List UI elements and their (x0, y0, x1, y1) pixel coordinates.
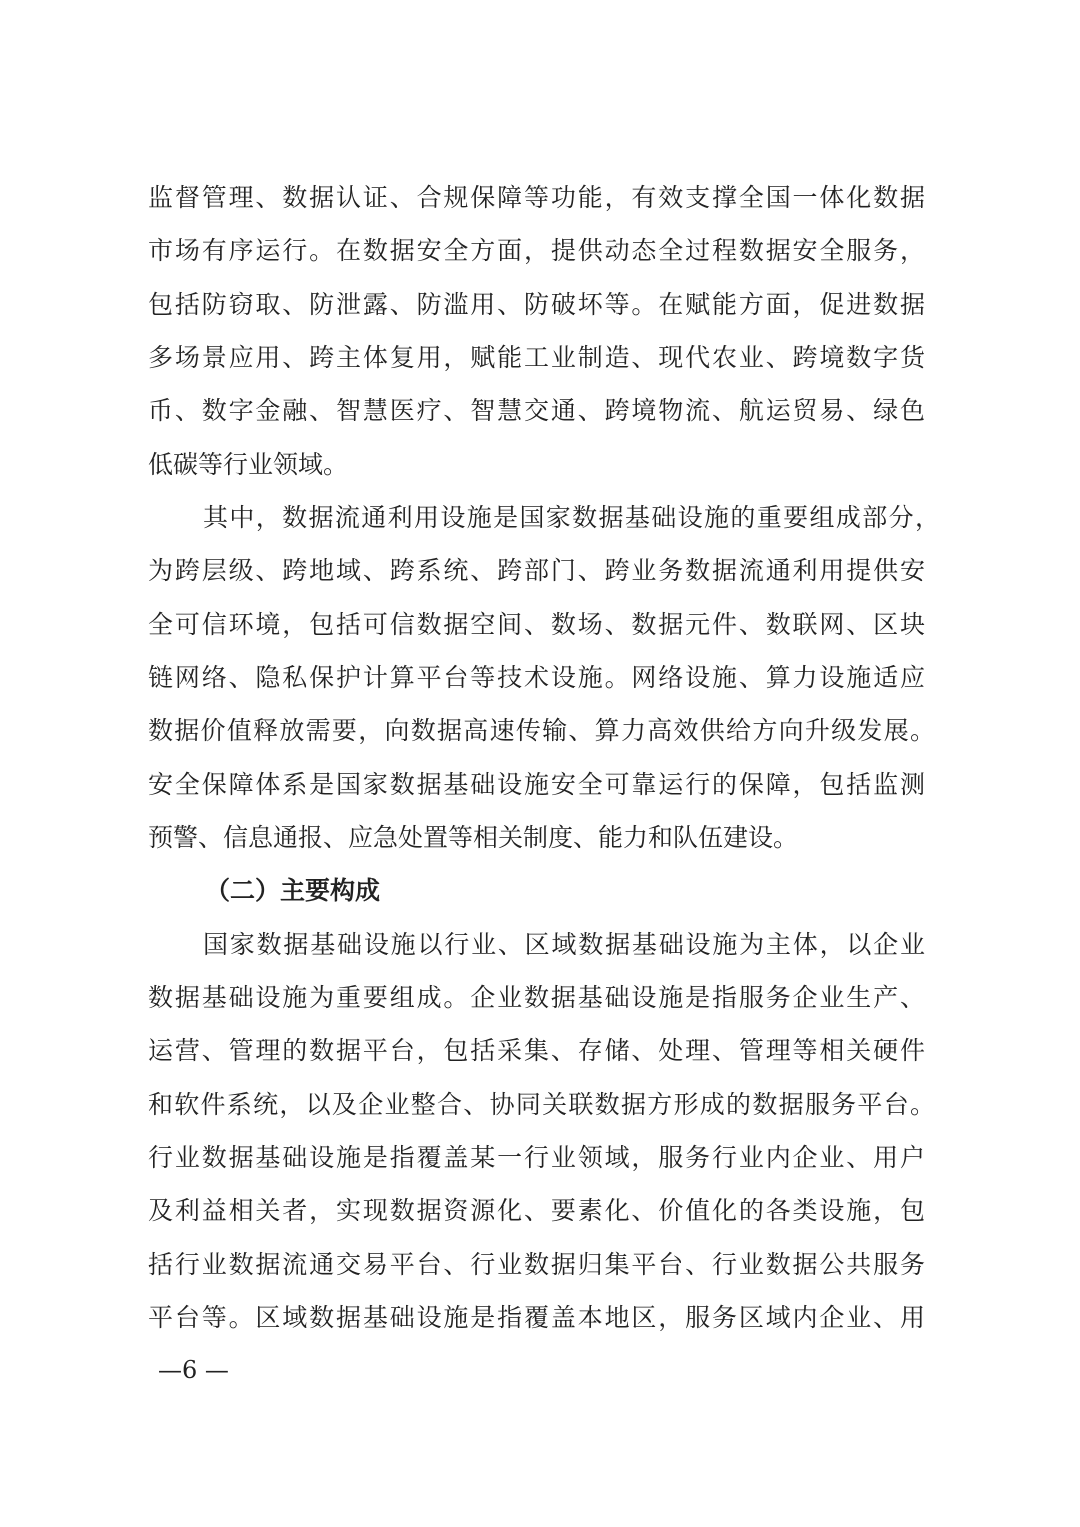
text-line: 数据价值释放需要，向数据高速传输、算力高效供给方向升级发展。 (148, 716, 935, 745)
text-line: 括行业数据流通交易平台、行业数据归集平台、行业数据公共服务 (148, 1250, 925, 1279)
text-line: 和软件系统，以及企业整合、协同关联数据方形成的数据服务平台。 (148, 1090, 935, 1119)
text-line: 包括防窃取、防泄露、防滥用、防破坏等。在赋能方面，促进数据 (148, 290, 925, 319)
text-line: 低碳等行业领域。 (148, 450, 349, 479)
page-number: —6 — (158, 1356, 229, 1384)
text-line: 市场有序运行。在数据安全方面，提供动态全过程数据安全服务， (148, 236, 925, 265)
text-line: 监督管理、数据认证、合规保障等功能，有效支撑全国一体化数据 (148, 183, 925, 212)
text-line: 多场景应用、跨主体复用，赋能工业制造、现代农业、跨境数字货 (148, 343, 925, 372)
text-line: 预警、信息通报、应急处置等相关制度、能力和队伍建设。 (148, 823, 799, 852)
text-line: 平台等。区域数据基础设施是指覆盖本地区，服务区域内企业、用 (148, 1303, 925, 1332)
text-line: 运营、管理的数据平台，包括采集、存储、处理、管理等相关硬件 (148, 1036, 925, 1065)
text-line: 数据基础设施为重要组成。企业数据基础设施是指服务企业生产、 (148, 983, 925, 1012)
text-line: 安全保障体系是国家数据基础设施安全可靠运行的保障，包括监测 (148, 770, 925, 799)
text-line: 行业数据基础设施是指覆盖某一行业领域，服务行业内企业、用户 (148, 1143, 925, 1172)
text-line: 全可信环境，包括可信数据空间、数场、数据元件、数联网、区块 (148, 610, 925, 639)
text-line: 其中，数据流通利用设施是国家数据基础设施的重要组成部分， (203, 503, 940, 532)
text-line: 为跨层级、跨地域、跨系统、跨部门、跨业务数据流通利用提供安 (148, 556, 925, 585)
section-heading: （二）主要构成 (205, 876, 381, 905)
text-line: 币、数字金融、智慧医疗、智慧交通、跨境物流、航运贸易、绿色 (148, 396, 925, 425)
text-line: 国家数据基础设施以行业、区域数据基础设施为主体，以企业 (203, 930, 925, 959)
text-line: 及利益相关者，实现数据资源化、要素化、价值化的各类设施，包 (148, 1196, 925, 1225)
text-line: 链网络、隐私保护计算平台等技术设施。网络设施、算力设施适应 (148, 663, 925, 692)
